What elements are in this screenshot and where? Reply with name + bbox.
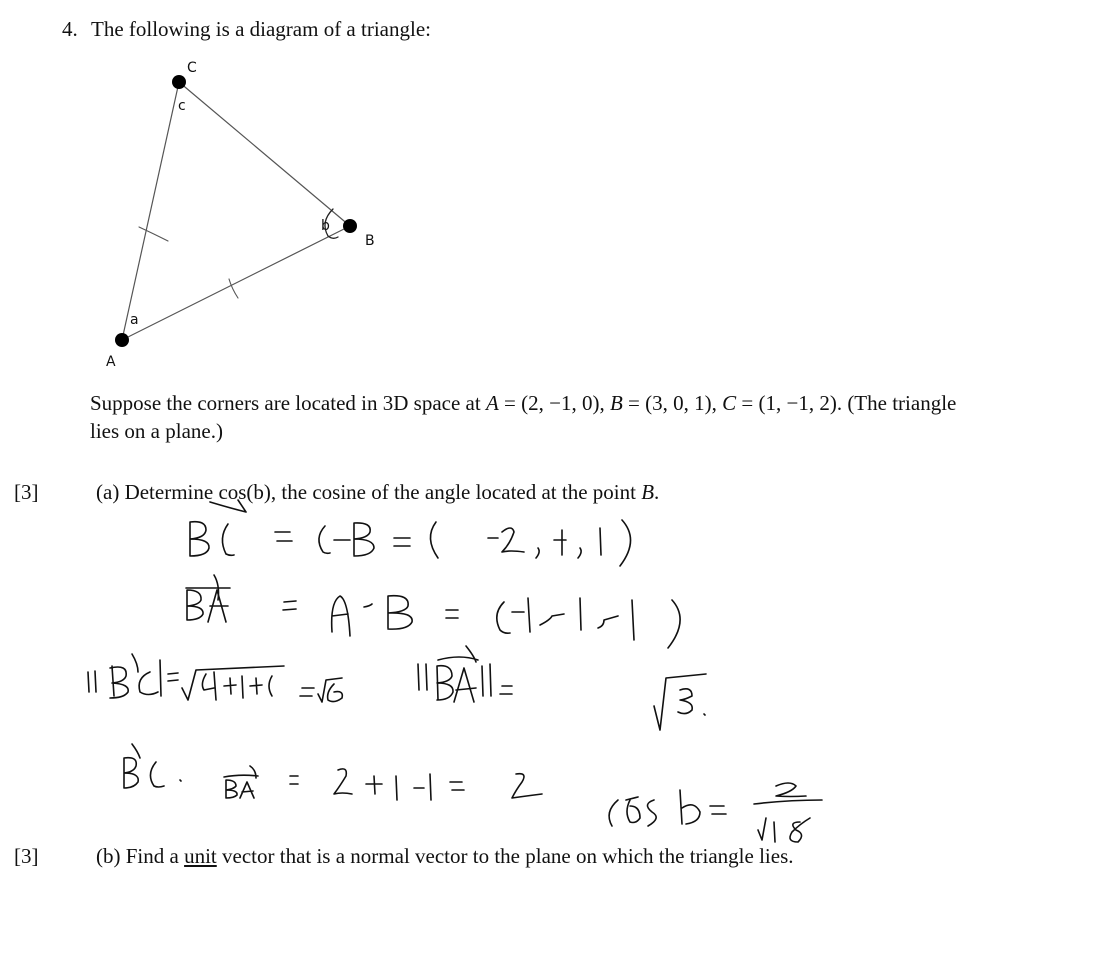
point-c-coords: = (1, −1, 2). (The triangle	[736, 391, 957, 415]
angle-a-label: a	[130, 312, 139, 328]
handwritten-line-5	[609, 783, 822, 842]
angle-c-label: c	[178, 98, 186, 114]
handwritten-line-1	[190, 500, 631, 566]
question-intro: The following is a diagram of a triangle:	[91, 17, 431, 41]
question-number: 4.	[62, 17, 78, 41]
part-a-math: cos(b)	[218, 480, 271, 504]
part-b-text: Find a	[125, 844, 185, 868]
part-b-label: (b)	[96, 844, 121, 868]
point-a: A	[485, 391, 499, 415]
point-b-coords: = (3, 0, 1),	[622, 391, 723, 415]
point-c: C	[722, 391, 737, 415]
part-a-label: (a)	[96, 480, 120, 504]
handwritten-line-4	[124, 744, 542, 800]
vertex-a-label: A	[106, 354, 116, 370]
setup-paragraph-line2: lies on a plane.)	[90, 419, 223, 443]
point-b: B	[609, 391, 623, 415]
vertex-b-label: B	[365, 233, 375, 249]
handwritten-line-3	[88, 646, 706, 730]
part-b-underlined: unit	[184, 844, 217, 868]
part-a-point: B	[641, 480, 655, 504]
vertex-c-label: C	[187, 60, 197, 76]
part-b-marks: [3]	[14, 844, 39, 868]
setup-text: Suppose the corners are located in 3D space at	[90, 391, 486, 415]
part-a-marks: [3]	[14, 480, 39, 504]
handwritten-line-2	[186, 575, 680, 648]
part-a-text-after: , the cosine of the angle located at the point	[270, 480, 642, 504]
point-a-coords: = (2, −1, 0),	[498, 391, 610, 415]
part-a-end: .	[654, 480, 660, 504]
part-a-text: Determine	[124, 480, 219, 504]
part-b-text-after: vector that is a normal vector to the plane on which the triangle lies.	[216, 844, 794, 868]
angle-b-label: b	[321, 218, 330, 234]
